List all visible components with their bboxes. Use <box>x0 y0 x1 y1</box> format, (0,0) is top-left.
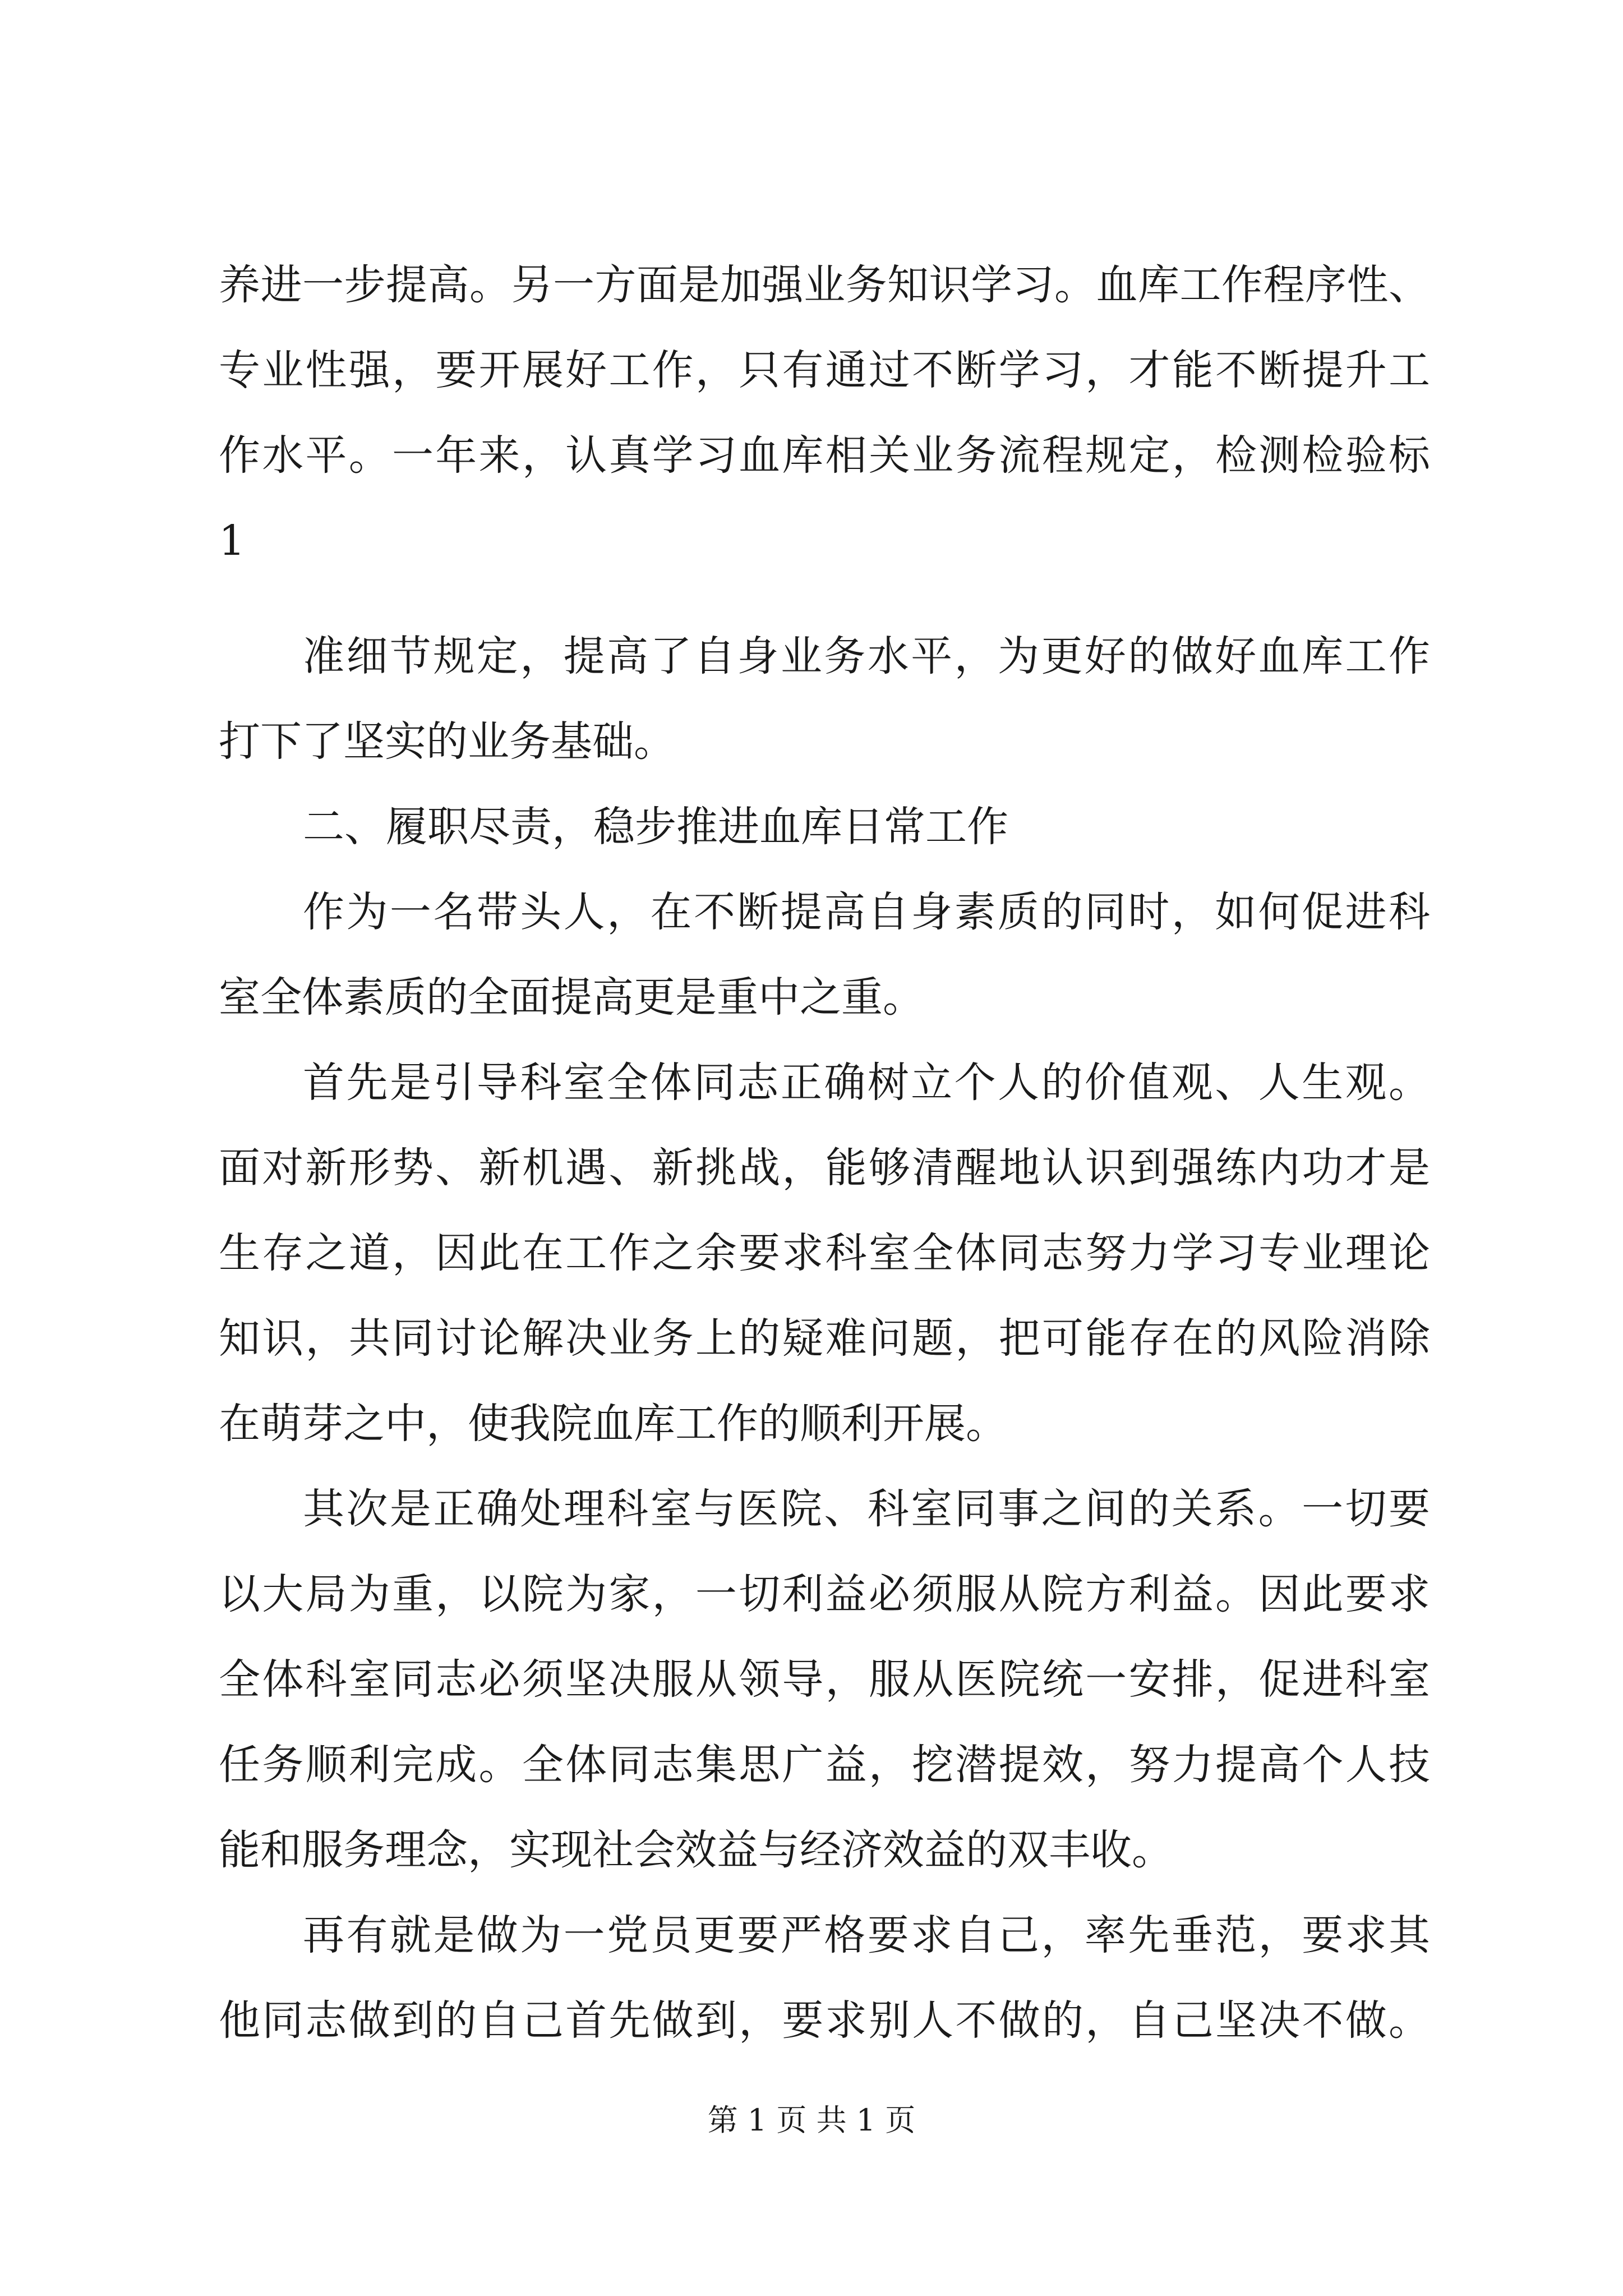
text-line: 全体科室同志必须坚决服从领导，服从医院统一安排，促进科室 <box>219 1655 1430 1704</box>
text-line: 室全体素质的全面提高更是重中之重。 <box>219 973 924 1022</box>
page-footer: 第 1 页 共 1 页 <box>707 2102 916 2138</box>
text-line: 准细节规定，提高了自身业务水平，为更好的做好血库工作 <box>303 632 1430 680</box>
text-line: 其次是正确处理科室与医院、科室同事之间的关系。一切要 <box>303 1485 1430 1533</box>
text-line: 打下了坚实的业务基础。 <box>219 717 675 766</box>
text-line: 首先是引导科室全体同志正确树立个人的价值观、人生观。 <box>303 1059 1430 1107</box>
inline-page-number: 1 <box>219 517 246 565</box>
text-line: 知识，共同讨论解决业务上的疑难问题，把可能存在的风险消除 <box>219 1314 1430 1363</box>
text-line: 养进一步提高。另一方面是加强业务知识学习。血库工作程序性、 <box>219 261 1430 309</box>
text-line: 以大局为重，以院为家，一切利益必须服从院方利益。因此要求 <box>219 1570 1430 1618</box>
text-line: 他同志做到的自己首先做到，要求别人不做的，自己坚决不做。 <box>219 1996 1430 2045</box>
text-line: 再有就是做为一党员更要严格要求自己，率先垂范，要求其 <box>303 1911 1430 1959</box>
text-line: 作水平。一年来，认真学习血库相关业务流程规定，检测检验标 <box>219 431 1430 480</box>
text-line: 专业性强，要开展好工作，只有通过不断学习，才能不断提升工 <box>219 346 1430 394</box>
text-line: 面对新形势、新机遇、新挑战，能够清醒地认识到强练内功才是 <box>219 1144 1430 1192</box>
text-line: 在萌芽之中，使我院血库工作的顺利开展。 <box>219 1400 1007 1448</box>
text-line: 能和服务理念，实现社会效益与经济效益的双丰收。 <box>219 1826 1173 1874</box>
section-heading: 二、履职尽责，稳步推进血库日常工作 <box>303 803 1008 851</box>
text-line: 任务顺利完成。全体同志集思广益，挖潜提效，努力提高个人技 <box>219 1741 1430 1789</box>
text-line: 作为一名带头人，在不断提高自身素质的同时，如何促进科 <box>303 888 1430 936</box>
text-line: 生存之道，因此在工作之余要求科室全体同志努力学习专业理论 <box>219 1229 1430 1277</box>
